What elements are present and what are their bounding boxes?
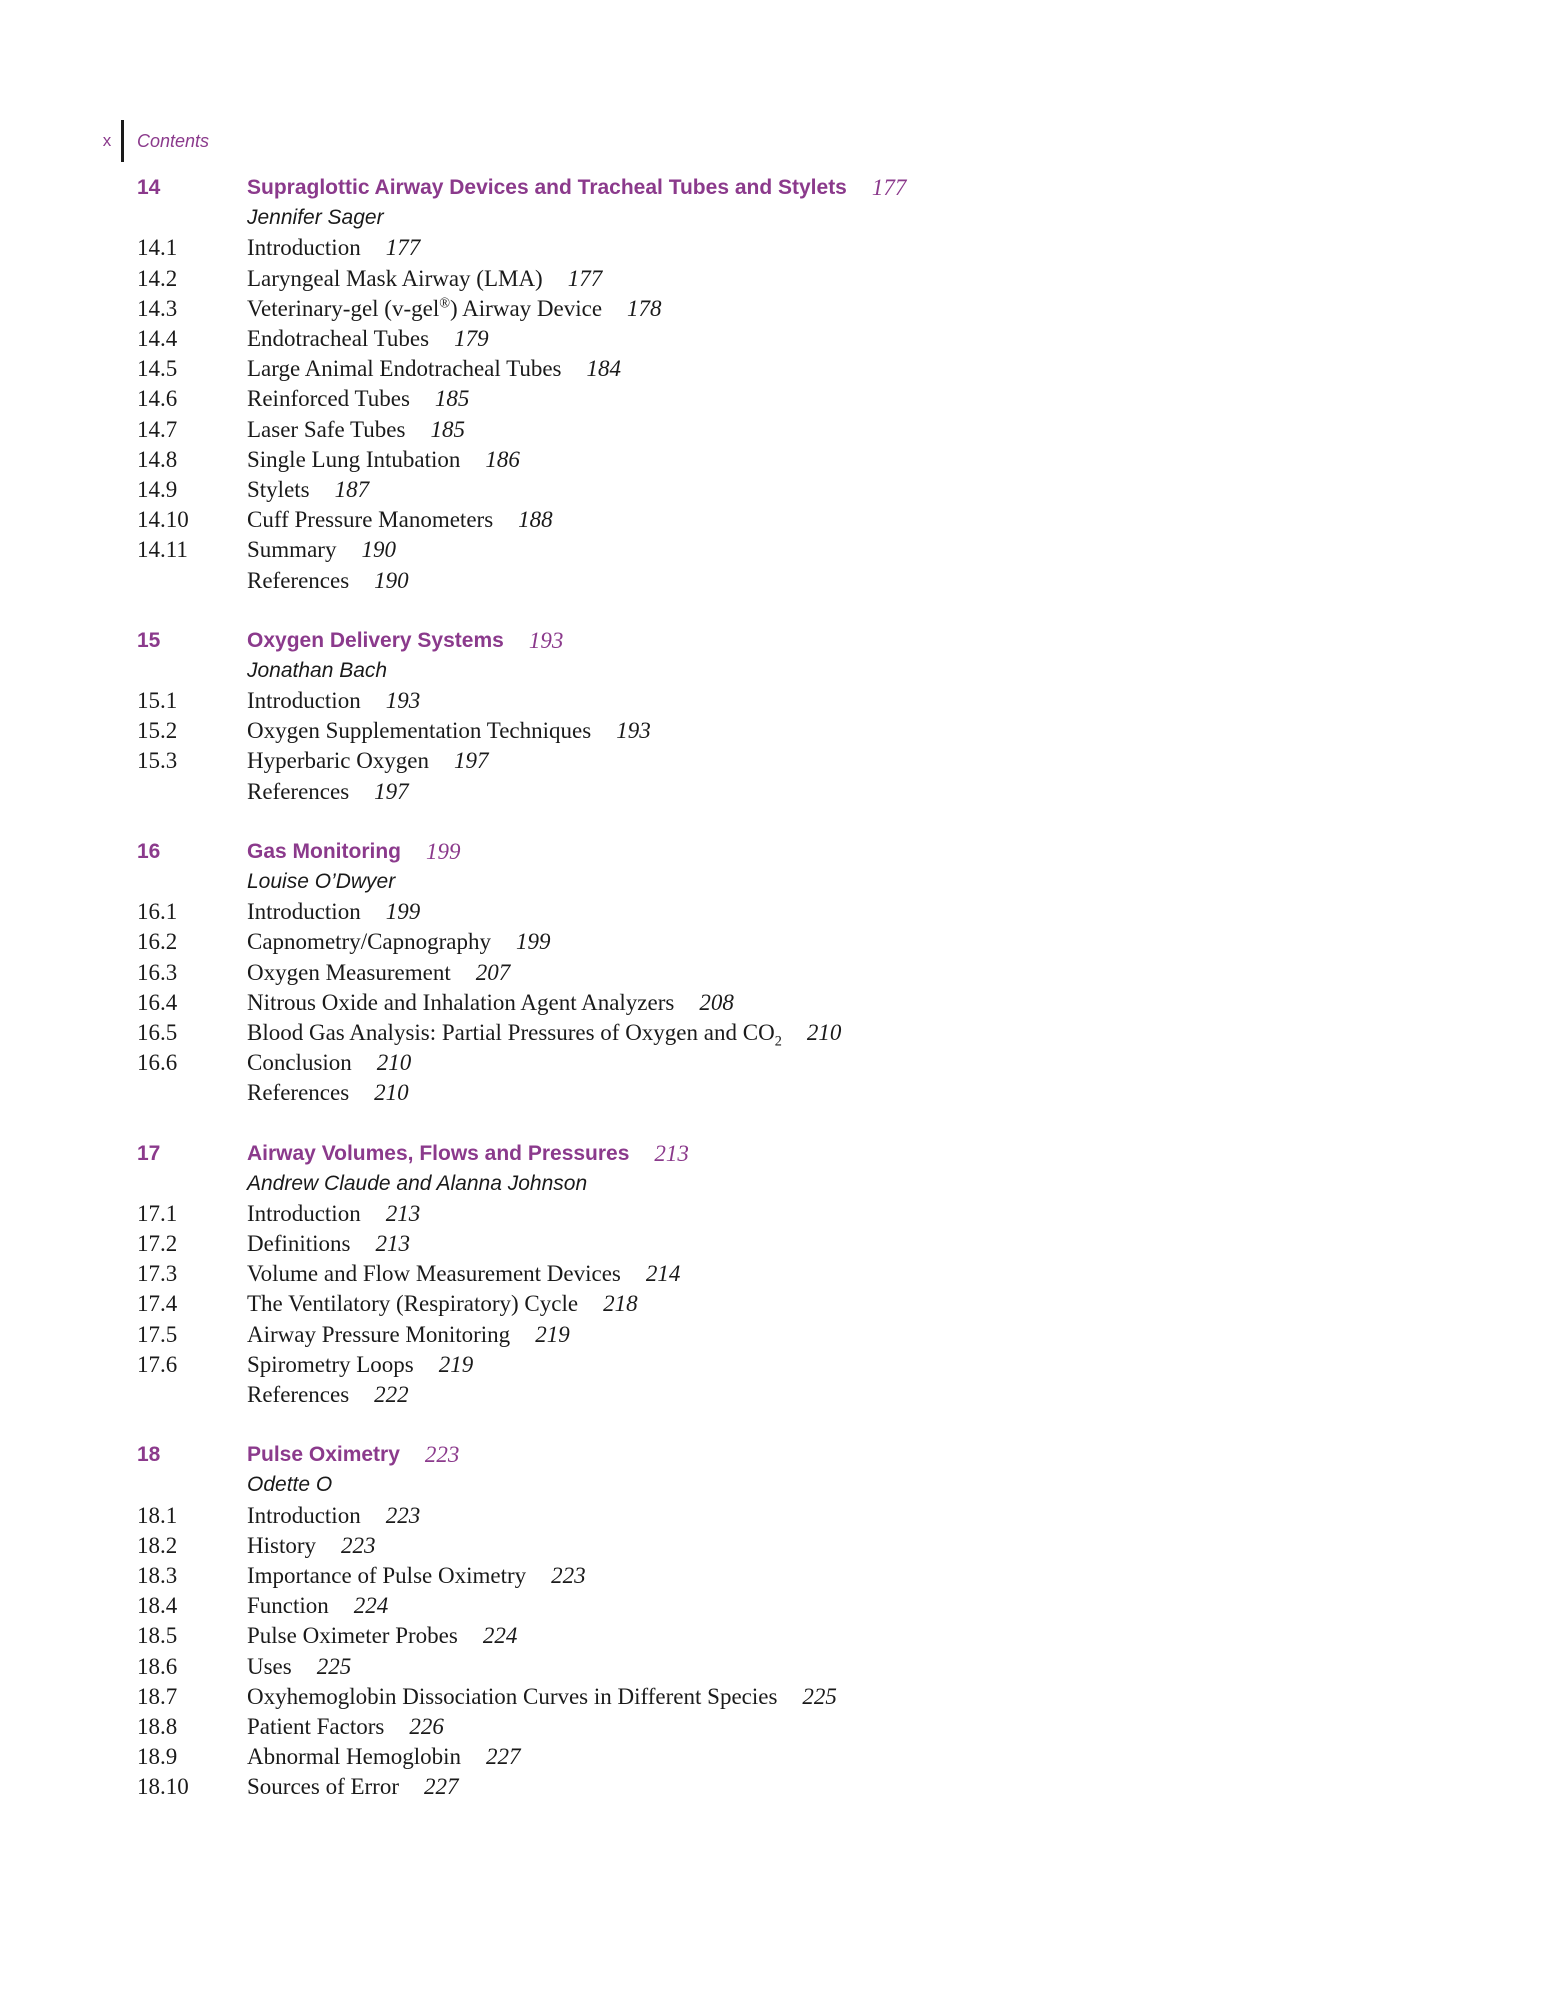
chapter-number: 16 bbox=[137, 839, 161, 863]
section-number: 14.11 bbox=[137, 537, 188, 563]
section-title-text: Abnormal Hemoglobin bbox=[247, 1744, 461, 1770]
section-title-text: Large Animal Endotracheal Tubes bbox=[247, 356, 562, 382]
section-number: 15.2 bbox=[137, 718, 178, 744]
toc-entry[interactable] bbox=[137, 384, 1437, 414]
section-number: 17.2 bbox=[137, 1231, 178, 1257]
section-page: 223 bbox=[385, 1502, 421, 1528]
toc-entry[interactable] bbox=[137, 958, 1437, 988]
section-number: 16.3 bbox=[137, 959, 178, 985]
chapter-author-row bbox=[137, 203, 1437, 233]
section-title-text: Hyperbaric Oxygen bbox=[247, 748, 430, 774]
section-title bbox=[247, 1201, 361, 1227]
toc-entry[interactable] bbox=[137, 415, 1437, 445]
section-number: 16.1 bbox=[137, 899, 178, 925]
toc-entry[interactable] bbox=[137, 264, 1437, 294]
chapter-number: 14 bbox=[137, 176, 161, 200]
toc-entry[interactable] bbox=[137, 777, 1437, 807]
section-title-text: Veterinary-gel (v-gel bbox=[247, 295, 440, 321]
toc-entry[interactable] bbox=[137, 354, 1437, 384]
section-title bbox=[247, 1261, 621, 1287]
section-title bbox=[247, 447, 460, 473]
page-folio: x bbox=[102, 131, 112, 150]
section-page: 190 bbox=[374, 567, 409, 593]
section-number: 14.10 bbox=[137, 507, 189, 533]
section-page: 218 bbox=[603, 1291, 638, 1317]
section-title bbox=[247, 1563, 526, 1589]
section-number: 17.1 bbox=[137, 1200, 178, 1226]
section-page: 188 bbox=[518, 507, 553, 533]
chapter-page: 177 bbox=[871, 175, 907, 201]
section-title bbox=[247, 1352, 414, 1378]
section-title-text: Volume and Flow Measurement Devices bbox=[247, 1261, 621, 1287]
section-page: 185 bbox=[434, 386, 470, 412]
header-rule bbox=[121, 120, 124, 162]
chapter-author-row bbox=[137, 867, 1437, 897]
toc-entry[interactable] bbox=[137, 1048, 1437, 1078]
section-page: 186 bbox=[485, 446, 520, 472]
section-title bbox=[247, 507, 493, 533]
toc-entry[interactable] bbox=[137, 897, 1437, 927]
section-number: 18.5 bbox=[137, 1623, 178, 1649]
chapter-author: Odette O bbox=[247, 1473, 333, 1497]
section-title bbox=[247, 1533, 316, 1559]
section-number: 18.7 bbox=[137, 1683, 178, 1709]
section-title-text: Nitrous Oxide and Inhalation Agent Analyzers bbox=[247, 989, 675, 1015]
section-number: 14.5 bbox=[137, 356, 178, 382]
section-title bbox=[247, 1744, 461, 1770]
toc-entry[interactable] bbox=[137, 324, 1437, 354]
toc-entry[interactable] bbox=[137, 1591, 1437, 1621]
section-title-text: Importance of Pulse Oximetry bbox=[247, 1562, 527, 1588]
chapter-author: Louise O’Dwyer bbox=[247, 870, 396, 894]
section-page: 224 bbox=[482, 1623, 518, 1649]
chapter-title: Airway Volumes, Flows and Pressures bbox=[247, 1141, 630, 1165]
section-title-text: The Ventilatory (Respiratory) Cycle bbox=[247, 1291, 579, 1317]
toc-entry[interactable] bbox=[137, 475, 1437, 505]
chapter-author-row bbox=[137, 656, 1437, 686]
section-title bbox=[247, 1322, 510, 1348]
section-title-text: Oxygen Measurement bbox=[247, 959, 451, 985]
chapter-title: Supraglottic Airway Devices and Tracheal Tubes and Stylets bbox=[247, 176, 847, 200]
section-page: 177 bbox=[385, 235, 421, 261]
chapter-heading[interactable] bbox=[137, 626, 1437, 656]
section-number: 18.2 bbox=[137, 1532, 178, 1558]
section-title bbox=[247, 326, 429, 352]
section-number: 14.8 bbox=[137, 446, 178, 472]
section-title bbox=[247, 718, 591, 744]
section-title bbox=[247, 1774, 399, 1800]
section-title-text: Introduction bbox=[247, 1502, 361, 1528]
chapter-title: Pulse Oximetry bbox=[247, 1443, 400, 1467]
section-page: 219 bbox=[535, 1321, 570, 1347]
section-title-text: Blood Gas Analysis: Partial Pressures of Oxygen and CO bbox=[247, 1019, 775, 1045]
toc-entry[interactable] bbox=[137, 1531, 1437, 1561]
section-page: 223 bbox=[551, 1562, 586, 1588]
section-title-text-cont: ) Airway Device bbox=[450, 295, 603, 321]
section-title-text: Oxygen Supplementation Techniques bbox=[247, 718, 592, 744]
section-title bbox=[247, 1382, 349, 1408]
toc-entry[interactable] bbox=[137, 1682, 1437, 1712]
chapter-author: Jennifer Sager bbox=[247, 206, 384, 230]
section-title-text: References bbox=[247, 1080, 350, 1106]
section-title-text: Spirometry Loops bbox=[247, 1351, 414, 1377]
toc-entry[interactable] bbox=[137, 535, 1437, 565]
section-page: 222 bbox=[374, 1382, 409, 1408]
toc-entry[interactable] bbox=[137, 716, 1437, 746]
chapter-block bbox=[137, 1440, 1437, 1802]
section-page: 208 bbox=[699, 989, 734, 1015]
section-page: 213 bbox=[375, 1231, 410, 1257]
section-title bbox=[247, 688, 361, 714]
toc-entry[interactable] bbox=[137, 927, 1437, 957]
toc-entry[interactable] bbox=[137, 686, 1437, 716]
chapter-block bbox=[137, 626, 1437, 807]
section-number: 18.8 bbox=[137, 1713, 178, 1739]
chapter-author-row bbox=[137, 1169, 1437, 1199]
section-page: 210 bbox=[376, 1050, 412, 1076]
section-title bbox=[247, 1684, 777, 1710]
section-number: 14.2 bbox=[137, 265, 178, 291]
superscript: ® bbox=[439, 295, 451, 312]
chapter-block bbox=[137, 173, 1437, 596]
section-number: 14.1 bbox=[137, 235, 178, 261]
toc-entry[interactable] bbox=[137, 505, 1437, 535]
section-title bbox=[247, 1654, 292, 1680]
chapter-heading[interactable] bbox=[137, 837, 1437, 867]
section-title-text: Definitions bbox=[247, 1231, 351, 1257]
section-title-text: Introduction bbox=[247, 235, 361, 261]
section-title-text: Capnometry/Capnography bbox=[247, 929, 492, 955]
section-title bbox=[247, 1231, 351, 1257]
section-title-text: References bbox=[247, 567, 350, 593]
toc-entry[interactable] bbox=[137, 1561, 1437, 1591]
section-number: 16.6 bbox=[137, 1050, 178, 1076]
toc-entry[interactable] bbox=[137, 1078, 1437, 1108]
section-title bbox=[247, 1291, 578, 1317]
toc-entry[interactable] bbox=[137, 1018, 1437, 1048]
section-page: 185 bbox=[430, 416, 465, 442]
section-title bbox=[247, 929, 491, 955]
section-title-text: Function bbox=[247, 1593, 329, 1619]
running-head: Contents bbox=[137, 130, 210, 151]
toc-entry[interactable] bbox=[137, 988, 1437, 1018]
running-header bbox=[101, 120, 209, 162]
section-page: 227 bbox=[486, 1744, 521, 1770]
section-title-text: Introduction bbox=[247, 899, 361, 925]
section-page: 213 bbox=[385, 1200, 421, 1226]
toc-entry[interactable] bbox=[137, 1199, 1437, 1229]
section-title-text: Pulse Oximeter Probes bbox=[247, 1623, 458, 1649]
chapter-block bbox=[137, 1138, 1437, 1410]
section-page: 225 bbox=[316, 1653, 352, 1679]
section-page: 190 bbox=[361, 537, 396, 563]
section-number: 17.6 bbox=[137, 1351, 178, 1377]
section-page: 178 bbox=[627, 295, 662, 321]
section-title-text: Introduction bbox=[247, 688, 361, 714]
section-page: 187 bbox=[334, 476, 370, 502]
section-title bbox=[247, 1714, 384, 1740]
section-title bbox=[247, 1050, 352, 1076]
chapter-title: Gas Monitoring bbox=[247, 839, 401, 863]
section-number: 14.6 bbox=[137, 386, 178, 412]
section-title-text: Oxyhemoglobin Dissociation Curves in Different Species bbox=[247, 1683, 778, 1709]
section-title-text: References bbox=[247, 1382, 350, 1408]
toc-entry[interactable] bbox=[137, 1651, 1437, 1681]
section-page: 210 bbox=[806, 1019, 842, 1045]
toc-entry[interactable] bbox=[137, 233, 1437, 263]
chapter-title: Oxygen Delivery Systems bbox=[247, 628, 504, 652]
section-title-text: Laser Safe Tubes bbox=[247, 416, 406, 442]
section-title bbox=[247, 960, 451, 986]
chapter-page: 193 bbox=[528, 627, 564, 653]
section-number: 18.10 bbox=[137, 1774, 189, 1800]
section-title bbox=[247, 356, 562, 382]
section-title-text: Cuff Pressure Manometers bbox=[247, 507, 494, 533]
section-number: 16.2 bbox=[137, 929, 178, 955]
section-title bbox=[247, 235, 361, 261]
section-number: 14.7 bbox=[137, 416, 178, 442]
section-number: 18.1 bbox=[137, 1502, 178, 1528]
section-title bbox=[247, 748, 429, 774]
section-title bbox=[247, 296, 602, 322]
section-title bbox=[247, 417, 405, 443]
section-title-text: Reinforced Tubes bbox=[247, 386, 410, 412]
section-number: 14.4 bbox=[137, 326, 178, 352]
section-title bbox=[247, 1080, 349, 1106]
section-number: 18.6 bbox=[137, 1653, 178, 1679]
toc-entry[interactable] bbox=[137, 1380, 1437, 1410]
chapter-author: Andrew Claude and Alanna Johnson bbox=[247, 1171, 588, 1195]
section-title bbox=[247, 990, 674, 1016]
section-title bbox=[247, 477, 310, 503]
toc-entry[interactable] bbox=[137, 1501, 1437, 1531]
section-page: 210 bbox=[374, 1080, 409, 1106]
section-page: 179 bbox=[454, 326, 489, 352]
toc-entry[interactable] bbox=[137, 1772, 1437, 1802]
chapter-block bbox=[137, 837, 1437, 1109]
toc-entry[interactable] bbox=[137, 1259, 1437, 1289]
table-of-contents bbox=[137, 173, 1437, 1832]
section-page: 214 bbox=[645, 1261, 681, 1287]
chapter-page: 223 bbox=[424, 1442, 460, 1468]
section-number: 14.3 bbox=[137, 295, 178, 321]
toc-entry[interactable] bbox=[137, 294, 1437, 324]
toc-entry[interactable] bbox=[137, 445, 1437, 475]
section-title bbox=[247, 568, 349, 594]
chapter-author-row bbox=[137, 1470, 1437, 1500]
section-page: 199 bbox=[516, 929, 551, 955]
section-title bbox=[247, 386, 410, 412]
chapter-number: 15 bbox=[137, 628, 161, 652]
toc-entry[interactable] bbox=[137, 1712, 1437, 1742]
section-number: 18.4 bbox=[137, 1593, 178, 1619]
section-title-text: Single Lung Intubation bbox=[247, 446, 461, 472]
section-title-text: Introduction bbox=[247, 1200, 361, 1226]
toc-entry[interactable] bbox=[137, 1621, 1437, 1651]
chapter-heading[interactable] bbox=[137, 173, 1437, 203]
section-number: 17.3 bbox=[137, 1261, 178, 1287]
chapter-number: 18 bbox=[137, 1443, 161, 1467]
section-page: 219 bbox=[438, 1351, 474, 1377]
section-page: 199 bbox=[385, 899, 421, 925]
section-number: 18.3 bbox=[137, 1562, 178, 1588]
section-number: 15.3 bbox=[137, 748, 178, 774]
section-page: 225 bbox=[802, 1683, 837, 1709]
section-page: 197 bbox=[454, 748, 489, 774]
section-number: 15.1 bbox=[137, 688, 178, 714]
subscript: 2 bbox=[774, 1033, 782, 1050]
section-number: 16.4 bbox=[137, 989, 178, 1015]
section-title bbox=[247, 1019, 782, 1050]
section-title bbox=[247, 779, 349, 805]
section-page: 193 bbox=[616, 718, 651, 744]
section-page: 226 bbox=[409, 1713, 444, 1739]
section-number: 17.5 bbox=[137, 1321, 178, 1347]
section-number: 18.9 bbox=[137, 1744, 178, 1770]
toc-entry[interactable] bbox=[137, 1320, 1437, 1350]
section-page: 223 bbox=[341, 1532, 376, 1558]
section-page: 207 bbox=[475, 959, 511, 985]
section-title-text: Uses bbox=[247, 1653, 292, 1679]
section-page: 193 bbox=[385, 688, 421, 714]
section-page: 227 bbox=[424, 1774, 459, 1800]
toc-entry[interactable] bbox=[137, 1289, 1437, 1319]
section-page: 184 bbox=[586, 356, 621, 382]
section-title bbox=[247, 537, 336, 563]
section-number: 16.5 bbox=[137, 1019, 178, 1045]
section-title-text: History bbox=[247, 1532, 316, 1558]
section-title-text: Summary bbox=[247, 537, 337, 563]
toc-entry[interactable] bbox=[137, 565, 1437, 595]
toc-entry[interactable] bbox=[137, 746, 1437, 776]
section-title-text: Endotracheal Tubes bbox=[247, 326, 430, 352]
toc-entry[interactable] bbox=[137, 1742, 1437, 1772]
toc-entry[interactable] bbox=[137, 1229, 1437, 1259]
section-title bbox=[247, 1503, 361, 1529]
section-title bbox=[247, 1593, 329, 1619]
section-title-text: Sources of Error bbox=[247, 1774, 400, 1800]
section-page: 197 bbox=[374, 778, 409, 804]
section-number: 17.4 bbox=[137, 1291, 178, 1317]
section-title-text: Airway Pressure Monitoring bbox=[247, 1321, 511, 1347]
section-page: 224 bbox=[353, 1593, 389, 1619]
chapter-page: 213 bbox=[654, 1140, 689, 1166]
section-page: 177 bbox=[567, 265, 603, 291]
chapter-author: Jonathan Bach bbox=[247, 658, 388, 682]
chapter-heading[interactable] bbox=[137, 1138, 1437, 1168]
section-title-text: Stylets bbox=[247, 476, 310, 502]
section-title bbox=[247, 899, 361, 925]
section-number: 14.9 bbox=[137, 476, 178, 502]
chapter-page: 199 bbox=[426, 838, 461, 864]
chapter-heading[interactable] bbox=[137, 1440, 1437, 1470]
section-title bbox=[247, 1623, 458, 1649]
section-title-text: Conclusion bbox=[247, 1050, 352, 1076]
chapter-number: 17 bbox=[137, 1141, 161, 1165]
section-title bbox=[247, 266, 543, 292]
section-title-text: References bbox=[247, 778, 350, 804]
section-title-text: Laryngeal Mask Airway (LMA) bbox=[247, 265, 543, 291]
toc-entry[interactable] bbox=[137, 1350, 1437, 1380]
section-title-text: Patient Factors bbox=[247, 1713, 385, 1739]
